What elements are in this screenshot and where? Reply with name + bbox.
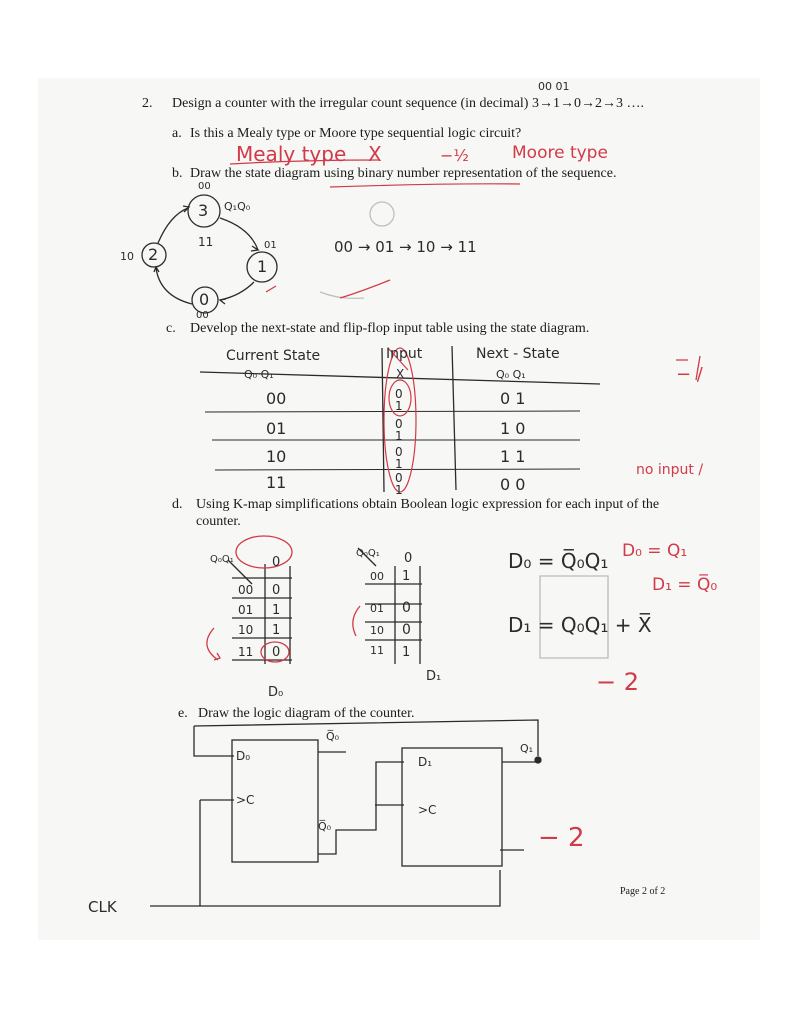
kmap0-row-01: 01 — [238, 603, 254, 617]
kmap1-row-11: 11 — [370, 644, 384, 657]
part-c-letter: c. — [166, 321, 176, 336]
ff0-d-label: D₀ — [236, 749, 251, 763]
table-header-next: Next - State — [476, 346, 560, 362]
part-e-letter: e. — [178, 706, 188, 721]
qq-label: Q₁Q₀ — [224, 200, 251, 213]
kmap0-corner: Q₀Q₁ — [210, 554, 234, 565]
flip-flop-1 — [402, 748, 502, 866]
kmap0-row-10: 10 — [238, 623, 254, 637]
table-row-4-current: 11 — [266, 473, 287, 492]
table-row-4-next: 0 0 — [500, 475, 526, 494]
state-code-2: 10 — [120, 250, 134, 263]
edge-0-2 — [156, 268, 192, 304]
kmap0-cell-2: 1 — [272, 603, 281, 618]
kmap1-row-00: 00 — [370, 570, 384, 583]
table-row-4-input: 0 1 — [395, 471, 403, 497]
state-label-1: 1 — [257, 257, 268, 276]
kmap0-col: 0 — [272, 555, 281, 570]
edge-2-3 — [158, 208, 188, 243]
kmap1-cell-3: 0 — [402, 622, 411, 638]
state-code-3: 00 — [198, 181, 211, 192]
part-d-prompt-cont: counter. — [196, 514, 241, 529]
kmap1-label: D₁ — [426, 669, 442, 684]
ff1-clock-label: >C — [418, 803, 437, 817]
part-b-prompt: Draw the state diagram using binary number representation of the sequence. — [190, 166, 617, 181]
ff1-d-label: D₁ — [418, 755, 433, 769]
table-grade: − / — [676, 364, 703, 385]
kmap1-cell-4: 1 — [402, 645, 411, 660]
state-code-1: 01 — [264, 240, 277, 251]
part-d-grade: − 2 — [596, 668, 640, 696]
part-b-letter: b. — [172, 166, 183, 181]
part-d-letter: d. — [172, 497, 183, 512]
ff0-clock-label: >C — [236, 793, 255, 807]
kmap1-cell-1: 1 — [402, 569, 411, 584]
edge-label: 11 — [198, 235, 214, 249]
red-expr-d0: D₀ = Q₁ — [622, 541, 688, 561]
table-note: no input / — [636, 462, 704, 478]
state-label-2: 2 — [148, 245, 159, 264]
table-row-1-next: 0 1 — [500, 389, 526, 408]
question-number: 2. — [142, 96, 153, 111]
table-row-3-next: 1 1 — [500, 447, 526, 466]
table-header-input-sub: X — [396, 367, 405, 381]
part-d-prompt: Using K-map simplifications obtain Boolean logic expression for each input of the — [196, 497, 660, 512]
q0bar-to-d1-wire — [318, 762, 404, 854]
table-row-1-current: 00 — [266, 389, 287, 408]
part-a-answer-mealy: Mealy type — [236, 142, 347, 166]
part-a-answer-moore: Moore type — [512, 143, 608, 163]
table-header-input: Input — [386, 346, 423, 362]
state-label-0: 0 — [199, 290, 210, 309]
part-e-grade: − 2 — [538, 823, 585, 853]
table-row-2-current: 01 — [266, 419, 287, 438]
ff1-q-label: Q₁ — [520, 742, 534, 755]
expr-d1: D₁ = Q₀Q₁ + X̅ — [508, 613, 652, 637]
kmap1-row-01: 01 — [370, 602, 384, 615]
part-a-mark-x: X — [368, 142, 382, 166]
table-row-2-next: 1 0 — [500, 419, 526, 438]
sequence-text: 00 → 01 → 10 → 11 — [334, 238, 477, 256]
expr-d0: D₀ = Q̅₀Q₁ — [508, 549, 609, 573]
red-expr-d1: D₁ = Q̅₀ — [652, 575, 718, 595]
kmap1-row-10: 10 — [370, 624, 384, 637]
question-prompt: Design a counter with the irregular count sequence (in decimal) 3→1→0→2→3 …. — [172, 96, 644, 111]
table-row-3-input: 0 1 — [395, 445, 403, 471]
part-a-letter: a. — [172, 126, 182, 141]
question-annotation: 00 01 — [538, 80, 570, 93]
table-header-current-sub: Q₀ Q₁ — [244, 368, 274, 381]
table-header-next-sub: Q₀ Q₁ — [496, 368, 526, 381]
table-row-2-input: 0 1 — [395, 417, 403, 443]
kmap1-corner: Q₀Q₁ — [356, 548, 380, 559]
part-a-prompt: Is this a Mealy type or Moore type sequential logic circuit? — [190, 126, 522, 141]
table-divider-2 — [452, 346, 456, 490]
kmap0-cell-1: 0 — [272, 583, 281, 598]
kmap0-cell-3: 1 — [272, 623, 281, 638]
clk-label: CLK — [88, 898, 117, 916]
edge-3-1 — [220, 218, 258, 250]
d0-wire — [194, 726, 234, 756]
kmap0-row-00: 00 — [238, 583, 254, 597]
part-c-prompt: Develop the next-state and flip-flop input table using the state diagram. — [190, 321, 590, 336]
ff0-qbar-label: Q̅₀ — [318, 820, 332, 833]
table-row-1-input: 0 1 — [395, 387, 403, 413]
part-a-grade: −½ — [440, 146, 469, 165]
kmap1-col: 0 — [404, 551, 413, 566]
part-e-prompt: Draw the logic diagram of the counter. — [198, 706, 415, 721]
state-code-0: 00 — [196, 310, 209, 321]
kmap0-cell-4: 0 — [272, 645, 281, 660]
edge-1-0 — [220, 282, 254, 300]
page-number: Page 2 of 2 — [620, 886, 666, 897]
kmap0-row-11: 11 — [238, 645, 254, 659]
ff0-qbar-top-label: Q̅₀ — [326, 730, 340, 743]
kmap1-cell-2: 0 — [402, 600, 411, 616]
table-row-3-current: 10 — [266, 447, 287, 466]
state-label-3: 3 — [198, 201, 209, 220]
table-header-current: Current State — [226, 348, 321, 364]
kmap0-label: D₀ — [268, 685, 284, 700]
